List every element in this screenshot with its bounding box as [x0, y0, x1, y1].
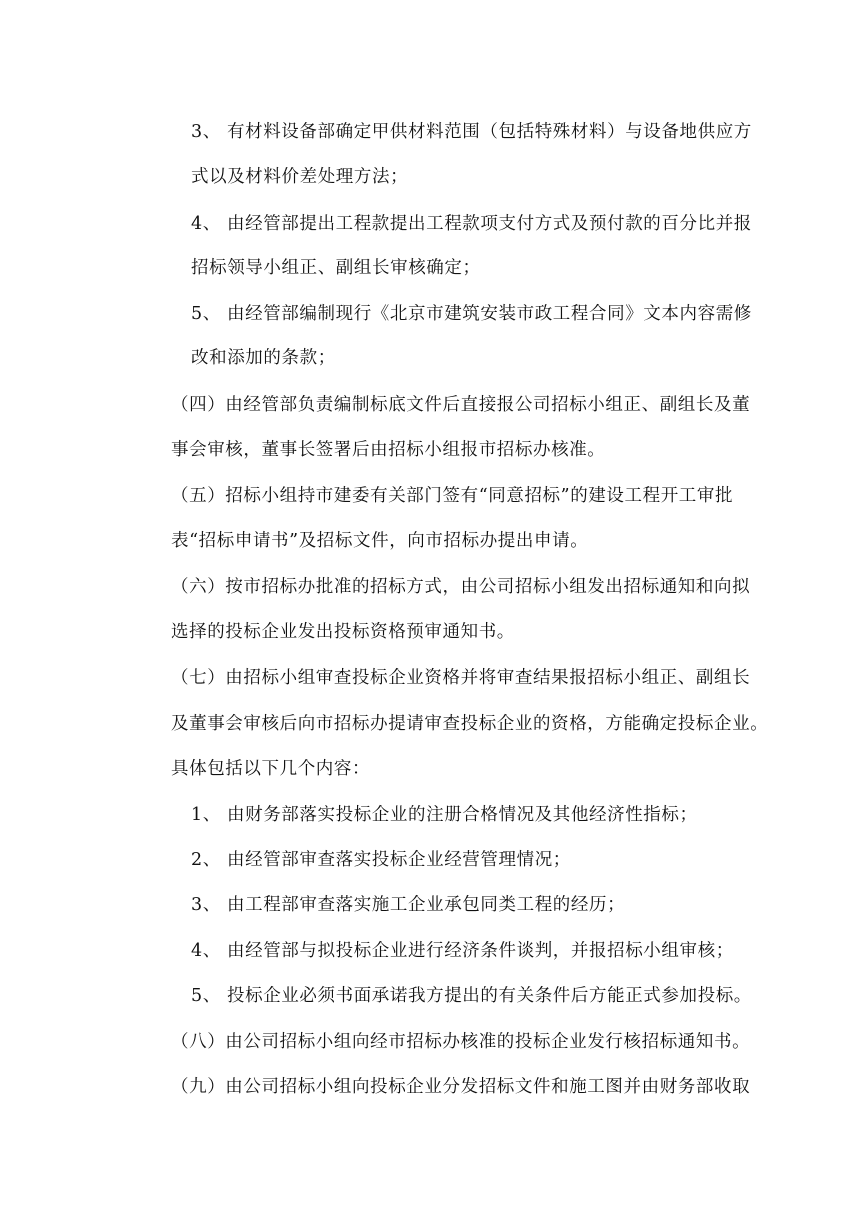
text-line: 及董事会审核后向市招标办提请审查投标企业的资格，方能确定投标企业。: [171, 714, 769, 734]
text-line: 具体包括以下几个内容：: [171, 759, 371, 779]
text-line: 3、 由工程部审查落实施工企业承包同类工程的经历；: [191, 895, 626, 915]
text-line: （七）由招标小组审查投标企业资格并将审查结果报招标小组正、副组长: [171, 668, 751, 688]
text-line: 4、 由经管部提出工程款提出工程款项支付方式及预付款的百分比并报: [191, 214, 752, 234]
text-line: 改和添加的条款；: [191, 348, 336, 368]
text-line: 事会审核，董事长签署后由招标小组报市招标办核准。: [171, 440, 606, 460]
text-line: 表“招标申请书”及招标文件，向市招标办提出申请。: [171, 531, 589, 551]
text-line: 5、 由经管部编制现行《北京市建筑安装市政工程合同》文本内容需修: [191, 304, 752, 324]
text-line: 招标领导小组正、副组长审核确定；: [191, 258, 481, 278]
text-line: 2、 由经管部审查落实投标企业经营管理情况；: [191, 850, 571, 870]
text-line: 选择的投标企业发出投标资格预审通知书。: [171, 622, 515, 642]
text-line: 5、 投标企业必须书面承诺我方提出的有关条件后方能正式参加投标。: [191, 986, 752, 1006]
text-line: 4、 由经管部与拟投标企业进行经济条件谈判，并报招标小组审核；: [191, 941, 734, 961]
text-line: 3、 有材料设备部确定甲供材料范围（包括特殊材料）与设备地供应方: [191, 122, 752, 142]
text-line: （八）由公司招标小组向经市招标办核准的投标企业发行核招标通知书。: [171, 1032, 751, 1052]
text-line: （五）招标小组持市建委有关部门签有“同意招标”的建设工程开工审批: [171, 486, 734, 506]
text-line: 式以及材料价差处理方法；: [191, 167, 409, 187]
text-line: （六）按市招标办批准的招标方式，由公司招标小组发出招标通知和向拟: [171, 577, 751, 597]
text-line: （九）由公司招标小组向投标企业分发招标文件和施工图并由财务部收取: [171, 1077, 751, 1097]
text-line: （四）由经管部负责编制标底文件后直接报公司招标小组正、副组长及董: [171, 395, 751, 415]
text-line: 1、 由财务部落实投标企业的注册合格情况及其他经济性指标；: [191, 805, 698, 825]
